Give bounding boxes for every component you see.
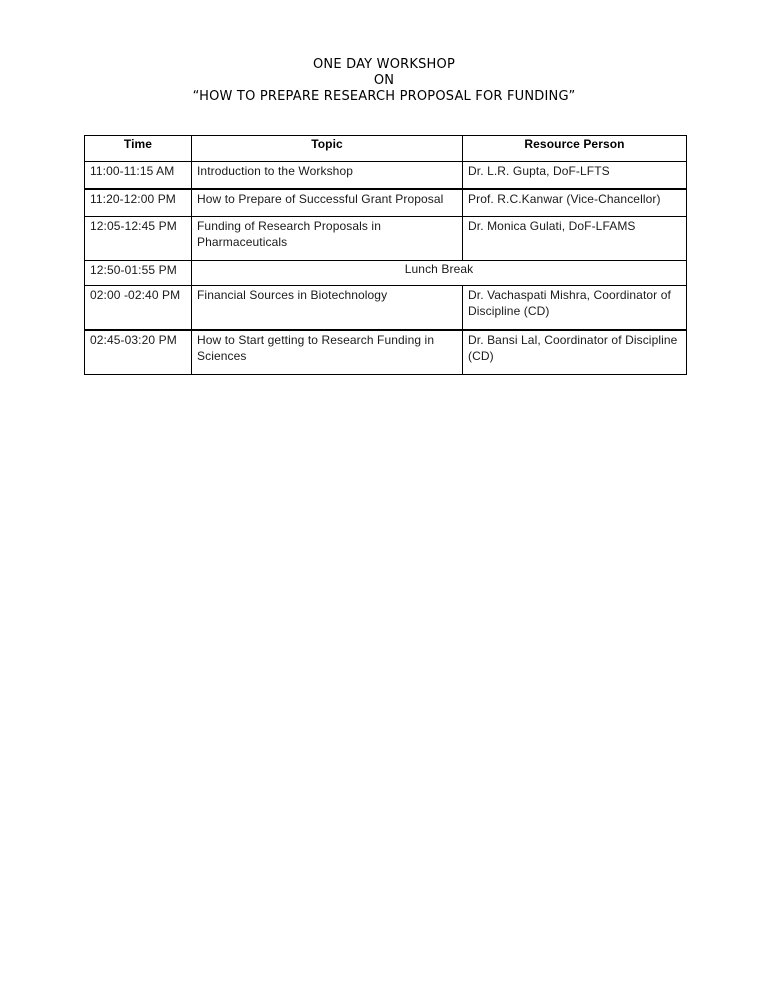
cell-topic: Funding of Research Proposals in Pharmaceuticals [192, 217, 463, 261]
cell-lunch-break: Lunch Break [192, 261, 687, 286]
cell-time: 11:00-11:15 AM [85, 162, 192, 190]
table-row [85, 286, 687, 331]
cell-resource-person: Dr. Monica Gulati, DoF-LFAMS [463, 217, 687, 261]
cell-topic: How to Start getting to Research Funding in Sciences [192, 330, 463, 375]
workshop-title-on: ON [373, 73, 395, 88]
cell-time: 12:50-01:55 PM [85, 261, 192, 286]
table-row [85, 217, 687, 261]
cell-resource-person: Prof. R.C.Kanwar (Vice-Chancellor) [463, 189, 687, 217]
table-header-row [85, 136, 687, 162]
cell-topic: How to Prepare of Successful Grant Proposal [192, 189, 463, 217]
cell-resource-person: Dr. Bansi Lal, Coordinator of Discipline (CD) [463, 330, 687, 375]
schedule-table [84, 135, 687, 375]
table-row [85, 330, 687, 375]
table-row [85, 189, 687, 217]
cell-topic: Financial Sources in Biotechnology [192, 286, 463, 331]
workshop-title: ONE DAY WORKSHOP [313, 57, 455, 72]
cell-time: 12:05-12:45 PM [85, 217, 192, 261]
cell-time: 02:00 -02:40 PM [85, 286, 192, 331]
cell-time: 11:20-12:00 PM [85, 189, 192, 217]
cell-topic: Introduction to the Workshop [192, 162, 463, 190]
cell-time: 02:45-03:20 PM [85, 330, 192, 375]
header-time: Time [85, 136, 192, 162]
header-topic: Topic [192, 136, 463, 162]
workshop-subject: “HOW TO PREPARE RESEARCH PROPOSAL FOR FUNDING” [192, 89, 576, 104]
cell-resource-person: Dr. L.R. Gupta, DoF-LFTS [463, 162, 687, 190]
table-row [85, 162, 687, 190]
cell-resource-person: Dr. Vachaspati Mishra, Coordinator of Discipline (CD) [463, 286, 687, 331]
header-resource-person: Resource Person [463, 136, 687, 162]
table-row-lunch [85, 261, 687, 286]
